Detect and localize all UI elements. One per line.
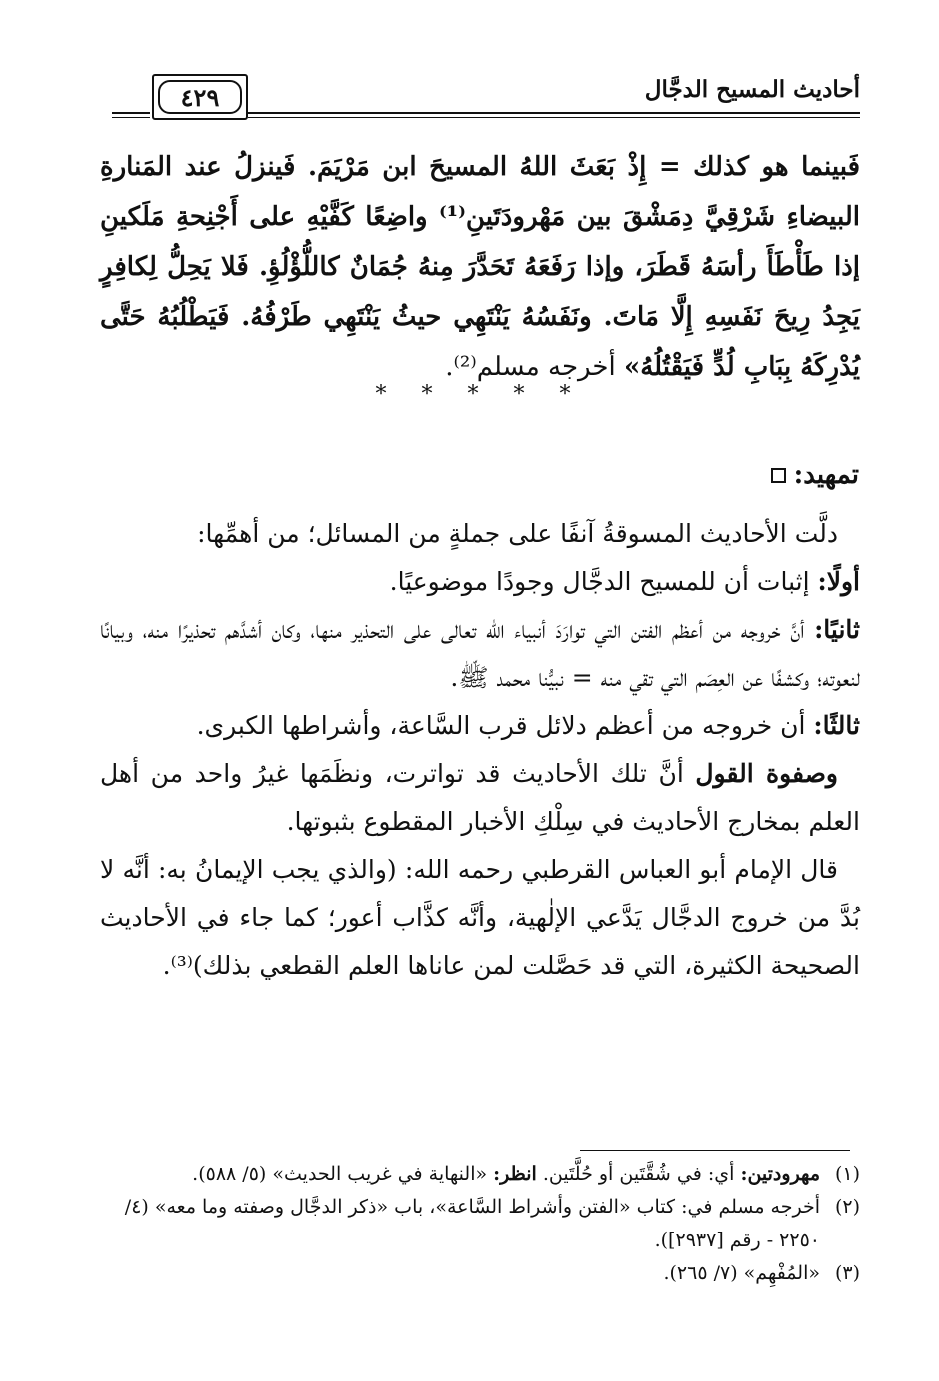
body-text <box>100 510 860 990</box>
page-header <box>100 68 860 128</box>
summary-label: وصفوة القول <box>695 759 838 788</box>
point-text: أنَّ خروجه من أعظم الفتن التي توارَدَ أنبياء الله تعالى على التحذير منها، وكان أشدَّهم تحذيرًا منه، وبيانًا لنعوته؛ وكشفًا عن العِصَم التي تقي منه = نبيُّنا محمد ﷺ. <box>100 615 860 692</box>
paragraph-quote: قال الإمام أبو العباس القرطبي رحمه الله: (والذي يجب الإيمانُ به: أنَّه لا بُدَّ من خروج الدجَّال يَدَّعي الإلٰهية، وأنَّه كذَّاب أعور؛ كما جاء في الأحاديث الصحيحة الكثيرة، التي قد حَصَّلت لمن عاناها العلم القطعي بذلك)⁽³⁾. <box>100 855 860 980</box>
section-heading <box>771 460 859 490</box>
page-number-frame <box>152 74 248 120</box>
point-text: أن خروجه من أعظم دلائل قرب السَّاعة، وأشراطها الكبرى. <box>196 711 814 740</box>
hadith-body: فَبينما هو كذلك = إِذْ بَعَثَ اللهُ المسيحَ ابن مَرْيَمَ. فَينزلُ عند المَنارةِ البيضاءِ شَرْقِيَّ دِمَشْقَ بين مَهْرودَتَينِ⁽¹⁾ واضِعًا كَفَّيْهِ على أَجْنِحةِ مَلَكينِ إذا طَأْطَأَ رأسَهُ قَطَرَ، وإذا رَفَعَهُ تَحَدَّرَ مِنهُ جُمَانٌ كاللُّؤْلُؤِ. فَلا يَحِلُّ لِكافِرٍ يَجِدُ رِيحَ نَفَسِهِ إِلَّا مَاتَ. ونَفَسُهُ يَنْتَهِي حيثُ يَنْتَهِي طَرْفُهُ. فَيَطْلُبُهُ حَتَّى يُدْرِكَهُ بِبَابِ لُدٍّ فَيَقْتُلُهُ» <box>100 152 860 382</box>
square-bullet-icon <box>771 468 786 483</box>
point-label: أولًا: <box>817 567 860 596</box>
paragraph-point-1 <box>100 558 860 606</box>
footnote-reference: «النهاية في غريب الحديث» (٥/ ٥٨٨). <box>192 1163 494 1185</box>
footnotes <box>100 1158 860 1290</box>
footnote-item <box>100 1158 860 1191</box>
hadith-source: أخرجه مسلم⁽²⁾. <box>445 352 624 382</box>
footnote-item <box>100 1191 860 1257</box>
heading-label: تمهيد: <box>793 460 859 490</box>
footnote-see-label: انظر: <box>493 1163 537 1185</box>
header-rule-short <box>112 112 150 118</box>
point-label: ثالثًا: <box>813 711 860 740</box>
paragraph-point-3 <box>100 702 860 750</box>
summary-text: أنَّ تلك الأحاديث قد تواترت، ونظَمَها غيرُ واحد من أهل العلم بمخارج الأحاديث في سِلْكِ الأخبار المقطوع بثبوتها. <box>100 759 860 836</box>
section-separator: * * * * * <box>375 382 585 407</box>
page-number: ٤٢٩ <box>158 80 242 114</box>
footnote-text: «المُفْهِم» (٧/ ٢٦٥). <box>663 1262 820 1284</box>
footnote-number: (٢) <box>834 1196 860 1218</box>
paragraph-intro: دلَّت الأحاديث المسوقةُ آنفًا على جملةٍ من المسائل؛ من أهمِّها: <box>197 519 838 548</box>
point-label: ثانيًا: <box>814 615 860 644</box>
paragraph-summary <box>100 750 860 846</box>
point-text: إثبات أن للمسيح الدجَّال وجودًا موضوعيًا. <box>389 567 818 596</box>
paragraph-point-2 <box>100 606 860 702</box>
footnote-number: (١) <box>834 1163 860 1185</box>
footnote-text <box>100 1158 820 1191</box>
footnote-number: (٣) <box>834 1262 860 1284</box>
hadith-text <box>100 142 860 392</box>
footnote-text: أخرجه مسلم في: كتاب «الفتن وأشراط السَّاعة»، باب «ذكر الدجَّال وصفته وما معه» (٤/ ٢٢٥٠ - رقم [٢٩٣٧]). <box>124 1196 820 1251</box>
footnote-rule <box>580 1150 850 1151</box>
footnote-term: مهرودتين: <box>740 1163 820 1185</box>
footnote-item <box>100 1257 860 1290</box>
running-title: أحاديث المسيح الدجَّال <box>644 76 860 103</box>
header-rule <box>248 112 860 118</box>
footnote-gloss: أي: في شُقَّتَين أو حُلَّتَين. <box>536 1163 741 1185</box>
